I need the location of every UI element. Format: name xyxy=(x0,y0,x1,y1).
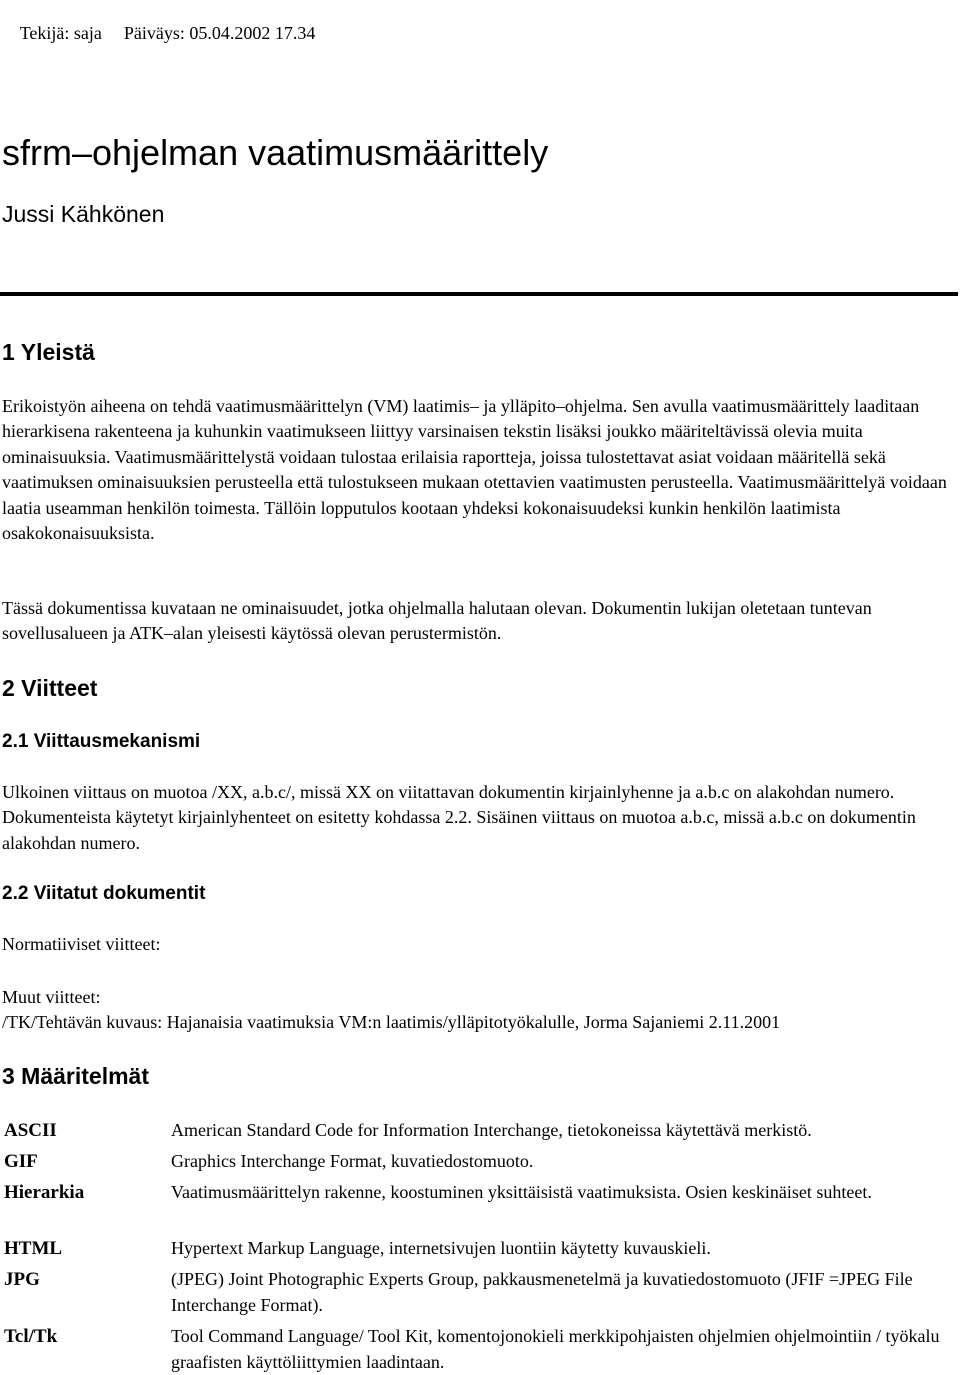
definition-term: ASCII xyxy=(4,1120,57,1141)
definition-description: Hypertext Markup Language, internetsivujen luontiin käytetty kuvauskieli. xyxy=(171,1238,711,1258)
section-2-heading: 2 Viitteet xyxy=(2,675,98,701)
section-1-paragraph-2: Tässä dokumentissa kuvataan ne ominaisuudet, jotka ohjelmalla halutaan olevan. Dokumentin lukijan oletetaan tuntevan sovellusalueen ja ATK–alan yleisesti käytössä olevan perustermistön. xyxy=(2,598,872,644)
definition-term: JPG xyxy=(4,1269,40,1290)
section-1-heading: 1 Yleistä xyxy=(2,339,95,365)
other-references-label: Muut viitteet: xyxy=(2,987,101,1007)
page-header xyxy=(2,0,337,66)
definition-term: Tcl/Tk xyxy=(4,1326,58,1347)
section-2-1-paragraph: Ulkoinen viittaus on muotoa /XX, a.b.c/, missä XX on viitattavan dokumentin kirjainlyhenne ja a.b.c on alakohdan numero. Dokumenteista käytetyt kirjainlyhenteet on esitetty kohdassa 2.2. Sisäinen viittaus on muotoa a.b.c, missä a.b.c on dokumentin alakohdan numero. xyxy=(2,782,916,853)
definition-description: (JPEG) Joint Photographic Experts Group, pakkausmenetelmä ja kuvatiedostomuoto (JFIF =JPEG File Interchange Format). xyxy=(171,1269,913,1315)
reference-tk: /TK/Tehtävän kuvaus: Hajanaisia vaatimuksia VM:n laatimis/ylläpitotyökalulle, Jorma Sajaniemi 2.11.2001 xyxy=(2,1012,781,1032)
definition-description: Vaatimusmäärittelyn rakenne, koostuminen yksittäisistä vaatimuksista. Osien keskinäiset suhteet. xyxy=(171,1182,872,1202)
definition-description: Tool Command Language/ Tool Kit, komentojonokieli merkkipohjaisten ohjelmien ohjelmointiin / työkalu graafisten käyttöliittymien laadintaan. xyxy=(171,1326,940,1372)
normative-references-label: Normatiiviset viitteet: xyxy=(2,934,161,954)
document-title: sfrm–ohjelman vaatimusmäärittely xyxy=(2,132,549,173)
title-divider xyxy=(0,292,958,296)
definition-description: American Standard Code for Information Interchange, tietokoneissa käytettävä merkistö. xyxy=(171,1120,812,1140)
section-2-2-heading: 2.2 Viitatut dokumentit xyxy=(2,883,206,904)
definition-term: Hierarkia xyxy=(4,1182,85,1203)
section-2-1-heading: 2.1 Viittausmekanismi xyxy=(2,731,201,752)
section-3-heading: 3 Määritelmät xyxy=(2,1063,150,1089)
definition-term: GIF xyxy=(4,1151,38,1172)
definition-term: HTML xyxy=(4,1238,63,1259)
definition-description: Graphics Interchange Format, kuvatiedostomuoto. xyxy=(171,1151,534,1171)
section-1-paragraph-1: Erikoistyön aiheena on tehdä vaatimusmäärittelyn (VM) laatimis– ja ylläpito–ohjelma. Sen avulla vaatimusmäärittely laaditaan hierarkisena rakenteena ja kuhunkin vaatimukseen liittyy varsinaisen tekstin lisäksi joukko määriteltävissä olevia muita ominaisuuksia. Vaatimusmäärittelystä voidaan tulostaa erilaisia raportteja, joissa tulostettavat asiat voidaan määritellä sekä vaatimuksen ominaisuuksien perusteella että tulostukseen mukaan otettavien vaatimusten perusteella. Vaatimusmäärittelyä voidaan laatia useamman henkilön toimesta. Tällöin lopputulos kootaan yhdeksi kokonaisuudeksi kunkin henkilön laatimista osakokonaisuuksista. xyxy=(2,396,947,544)
date-meta: Päiväys: 05.04.2002 17.34 xyxy=(123,23,316,43)
author-meta: Tekijä: saja xyxy=(19,23,102,43)
document-author: Jussi Kähkönen xyxy=(2,201,165,227)
